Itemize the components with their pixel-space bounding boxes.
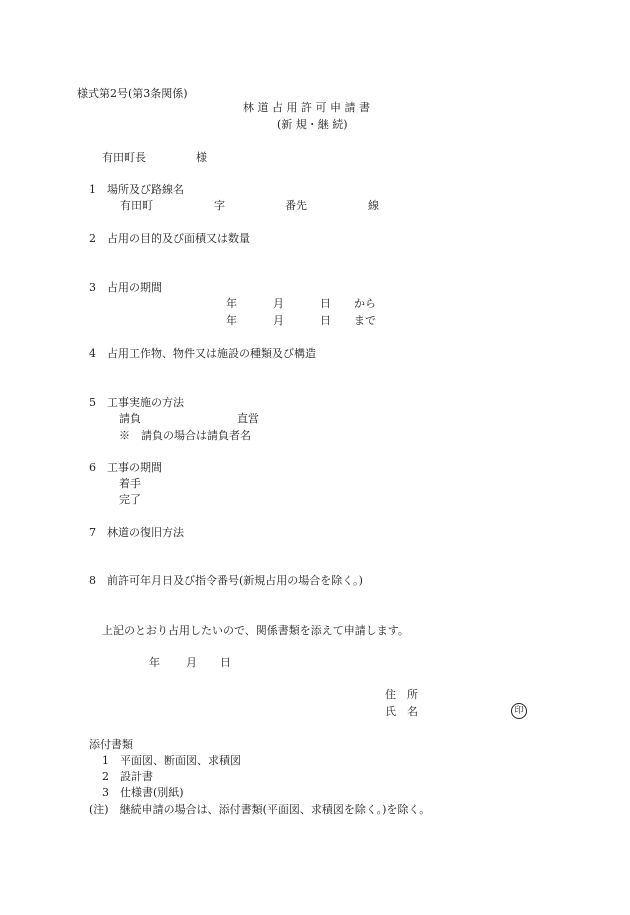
section-8-heading: 8 前許可年月日及び指令番号(新規占用の場合を除く。) bbox=[89, 574, 363, 587]
applicant-address-label: 住 所 bbox=[385, 688, 418, 701]
location-banchi: 番先 bbox=[285, 199, 307, 212]
contractor-note: ※ 請負の場合は請負者名 bbox=[119, 429, 251, 442]
period-from-year: 年 bbox=[226, 297, 237, 310]
period-from-month: 月 bbox=[273, 297, 284, 310]
attachments-note: (注) 継続申請の場合は、添付書類(平面図、求積図を除く。)を除く。 bbox=[89, 803, 431, 816]
section-6-heading: 6 工事の期間 bbox=[89, 461, 162, 474]
period-from-day: 日 bbox=[320, 297, 331, 310]
period-to-label: まで bbox=[354, 314, 376, 327]
work-end: 完了 bbox=[119, 493, 141, 506]
section-2-heading: 2 占用の目的及び面積又は数量 bbox=[89, 232, 250, 245]
applicant-name-label: 氏 名 bbox=[385, 705, 418, 718]
attachment-item: 2 設計書 bbox=[102, 770, 153, 783]
period-to-year: 年 bbox=[226, 314, 237, 327]
addressee-honorific: 様 bbox=[196, 151, 207, 164]
application-type: (新 規・継 続) bbox=[277, 118, 348, 131]
seal-mark: 印 bbox=[511, 703, 527, 719]
document-title: 林 道 占 用 許 可 申 請 書 bbox=[243, 101, 370, 114]
period-from-label: から bbox=[354, 297, 376, 310]
location-aza: 字 bbox=[214, 199, 225, 212]
attachment-item: 3 仕様書(別紙) bbox=[102, 786, 184, 799]
application-day: 日 bbox=[220, 656, 231, 669]
section-1-heading: 1 場所及び路線名 bbox=[89, 183, 184, 196]
addressee-name: 有田町長 bbox=[102, 151, 146, 164]
application-month: 月 bbox=[186, 656, 197, 669]
work-start: 着手 bbox=[119, 477, 141, 490]
section-4-heading: 4 占用工作物、物件又は施設の種類及び構造 bbox=[89, 347, 316, 360]
form-number: 様式第2号(第3条関係) bbox=[77, 87, 188, 100]
method-direct: 直営 bbox=[237, 412, 259, 425]
section-7-heading: 7 林道の復旧方法 bbox=[89, 526, 184, 539]
attachments-heading: 添付書類 bbox=[89, 738, 133, 751]
section-3-heading: 3 占用の期間 bbox=[89, 281, 162, 294]
period-to-day: 日 bbox=[320, 314, 331, 327]
method-contract: 請負 bbox=[119, 412, 141, 425]
period-to-month: 月 bbox=[273, 314, 284, 327]
declaration-text: 上記のとおり占用したいので、関係書類を添えて申請します。 bbox=[102, 624, 409, 637]
location-town: 有田町 bbox=[120, 199, 153, 212]
application-year: 年 bbox=[149, 656, 160, 669]
section-5-heading: 5 工事実施の方法 bbox=[89, 396, 184, 409]
location-line: 線 bbox=[368, 199, 379, 212]
attachment-item: 1 平面図、断面図、求積図 bbox=[102, 754, 241, 767]
